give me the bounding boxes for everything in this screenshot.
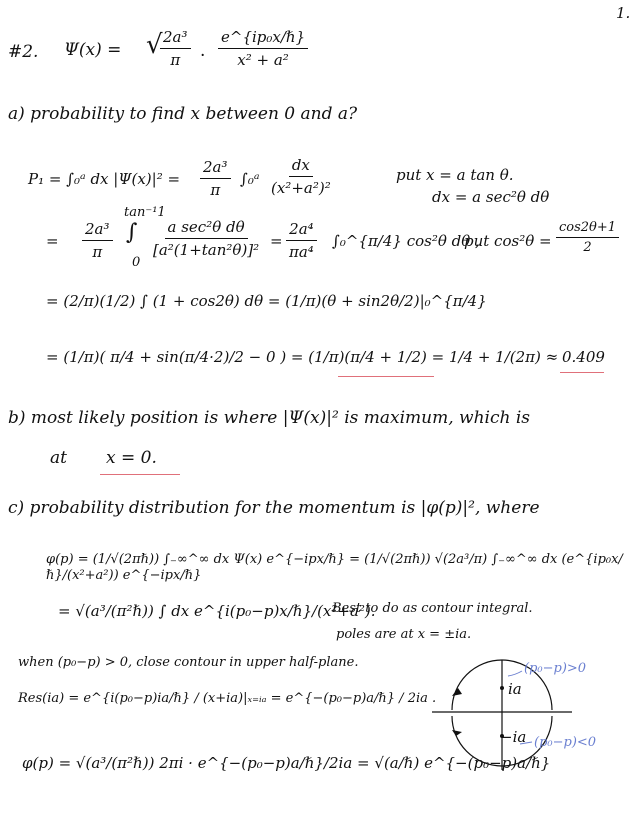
pa-line2-int2: ∫₀^{π/4} cos²θ dθ , bbox=[332, 232, 480, 250]
norm-den: π bbox=[170, 51, 181, 69]
pc-case-line: when (p₀−p) > 0, close contour in upper half-plane. bbox=[18, 655, 359, 670]
problem-label: #2. bbox=[8, 42, 39, 62]
lower-condition: (p₀−p)<0 bbox=[534, 735, 597, 750]
part-b-heading: b) most likely position is where |Ψ(x)|² is maximum, which is bbox=[8, 408, 531, 428]
dot: · bbox=[200, 46, 206, 66]
upper-pole-label: ia bbox=[508, 680, 522, 698]
trig-num: cos2θ+1 bbox=[556, 220, 619, 238]
pc-res-line: Res(ia) = e^{i(p₀−p)ia/ℏ} / (x+ia)|ₓ₌ᵢₐ = e^{−(p₀−p)a/ℏ} / 2ia . bbox=[18, 691, 437, 706]
subst-2: dx = a sec²θ dθ bbox=[432, 188, 550, 206]
pa-line1-coef-den: π bbox=[210, 181, 221, 199]
pa-line2-coef2-den: πa⁴ bbox=[289, 243, 314, 261]
pa-line3: = (2/π)(1/2) ∫ (1 + cos2θ) dθ = (1/π)(θ + sin2θ/2)|₀^{π/4} bbox=[46, 292, 487, 310]
part-a-heading: a) probability to find x between 0 and a? bbox=[8, 104, 358, 124]
upper-pole-dot bbox=[500, 686, 504, 690]
pa-line2-frac-den: [a²(1+tan²θ)]² bbox=[153, 241, 260, 259]
part-c-heading: c) probability distribution for the momentum is |φ(p)|², where bbox=[8, 498, 540, 518]
upper-leader-line bbox=[508, 671, 522, 676]
pa-answer: 0.409 bbox=[562, 348, 605, 366]
wavefunction-lhs: Ψ(x) = bbox=[64, 40, 122, 60]
pa-line2-frac-num: a sec²θ dθ bbox=[165, 218, 248, 239]
pa-line2-coef-den: π bbox=[92, 243, 103, 261]
pc-final-line: φ(p) = √(a³/(π²ℏ)) 2πi · e^{−(p₀−p)a/ℏ}/2ia = √(a/ℏ) e^{−(p₀−p)a/ℏ} bbox=[22, 754, 551, 772]
pc-line2: = √(a³/(π²ℏ)) ∫ dx e^{i(p₀−p)x/ℏ}/(x²+a²). bbox=[58, 602, 376, 620]
pa-line1-int: ∫₀ᵃ bbox=[240, 170, 260, 188]
subst-1: put x = a tan θ. bbox=[396, 166, 514, 184]
lower-pole-label: −ia bbox=[500, 728, 527, 746]
pa-line2-eq2: = bbox=[270, 232, 283, 250]
page-number: 1. bbox=[616, 4, 631, 22]
pc-line1: φ(p) = (1/√(2πℏ)) ∫₋∞^∞ dx Ψ(x) e^{−ipx/ℏ} = (1/√(2πℏ)) √(2a³/π) ∫₋∞^∞ dx (e^{ip₀x/ℏ}/(x²+a²)) e^{−ipx/ℏ} bbox=[46, 552, 623, 583]
pa-line2-limit-bot: 0 bbox=[132, 255, 141, 270]
pa-line1-frac-den: (x²+a²)² bbox=[271, 179, 331, 197]
pa-line2-int-sign: ∫ bbox=[126, 220, 138, 245]
pc-note-1: Best to do as contour integral. bbox=[332, 601, 533, 616]
pc-note-2: poles are at x = ±ia. bbox=[336, 627, 472, 642]
upper-condition: (p₀−p)>0 bbox=[524, 661, 587, 676]
part-b-answer: x = 0. bbox=[106, 448, 157, 468]
wave-num: e^{ip₀x/ℏ} bbox=[218, 28, 308, 49]
sqrt-sign: √ bbox=[146, 30, 163, 60]
pa-line2-eq: = bbox=[46, 232, 59, 250]
norm-num: 2a³ bbox=[160, 28, 191, 49]
pa-line2-limit-top: tan⁻¹1 bbox=[124, 205, 166, 220]
wave-den: x² + a² bbox=[237, 51, 289, 69]
trig-den: 2 bbox=[583, 240, 592, 255]
pa-line2-coef-num: 2a³ bbox=[82, 220, 113, 241]
lower-arrow-icon bbox=[452, 730, 462, 736]
pa-line4: = (1/π)( π/4 + sin(π/4·2)/2 − 0 ) = (1/π)(π/4 + 1/2) = 1/4 + 1/(2π) ≈ bbox=[46, 348, 559, 366]
pa-line2-coef2-num: 2a⁴ bbox=[286, 220, 317, 241]
pa-line1-frac-num: dx bbox=[289, 156, 313, 177]
pa-line1-lhs: P₁ = ∫₀ᵃ dx |Ψ(x)|² = bbox=[28, 170, 181, 188]
part-b-at: at bbox=[50, 448, 67, 468]
pa-line1-coef-num: 2a³ bbox=[200, 158, 231, 179]
trig-label: put cos²θ = bbox=[464, 232, 552, 250]
